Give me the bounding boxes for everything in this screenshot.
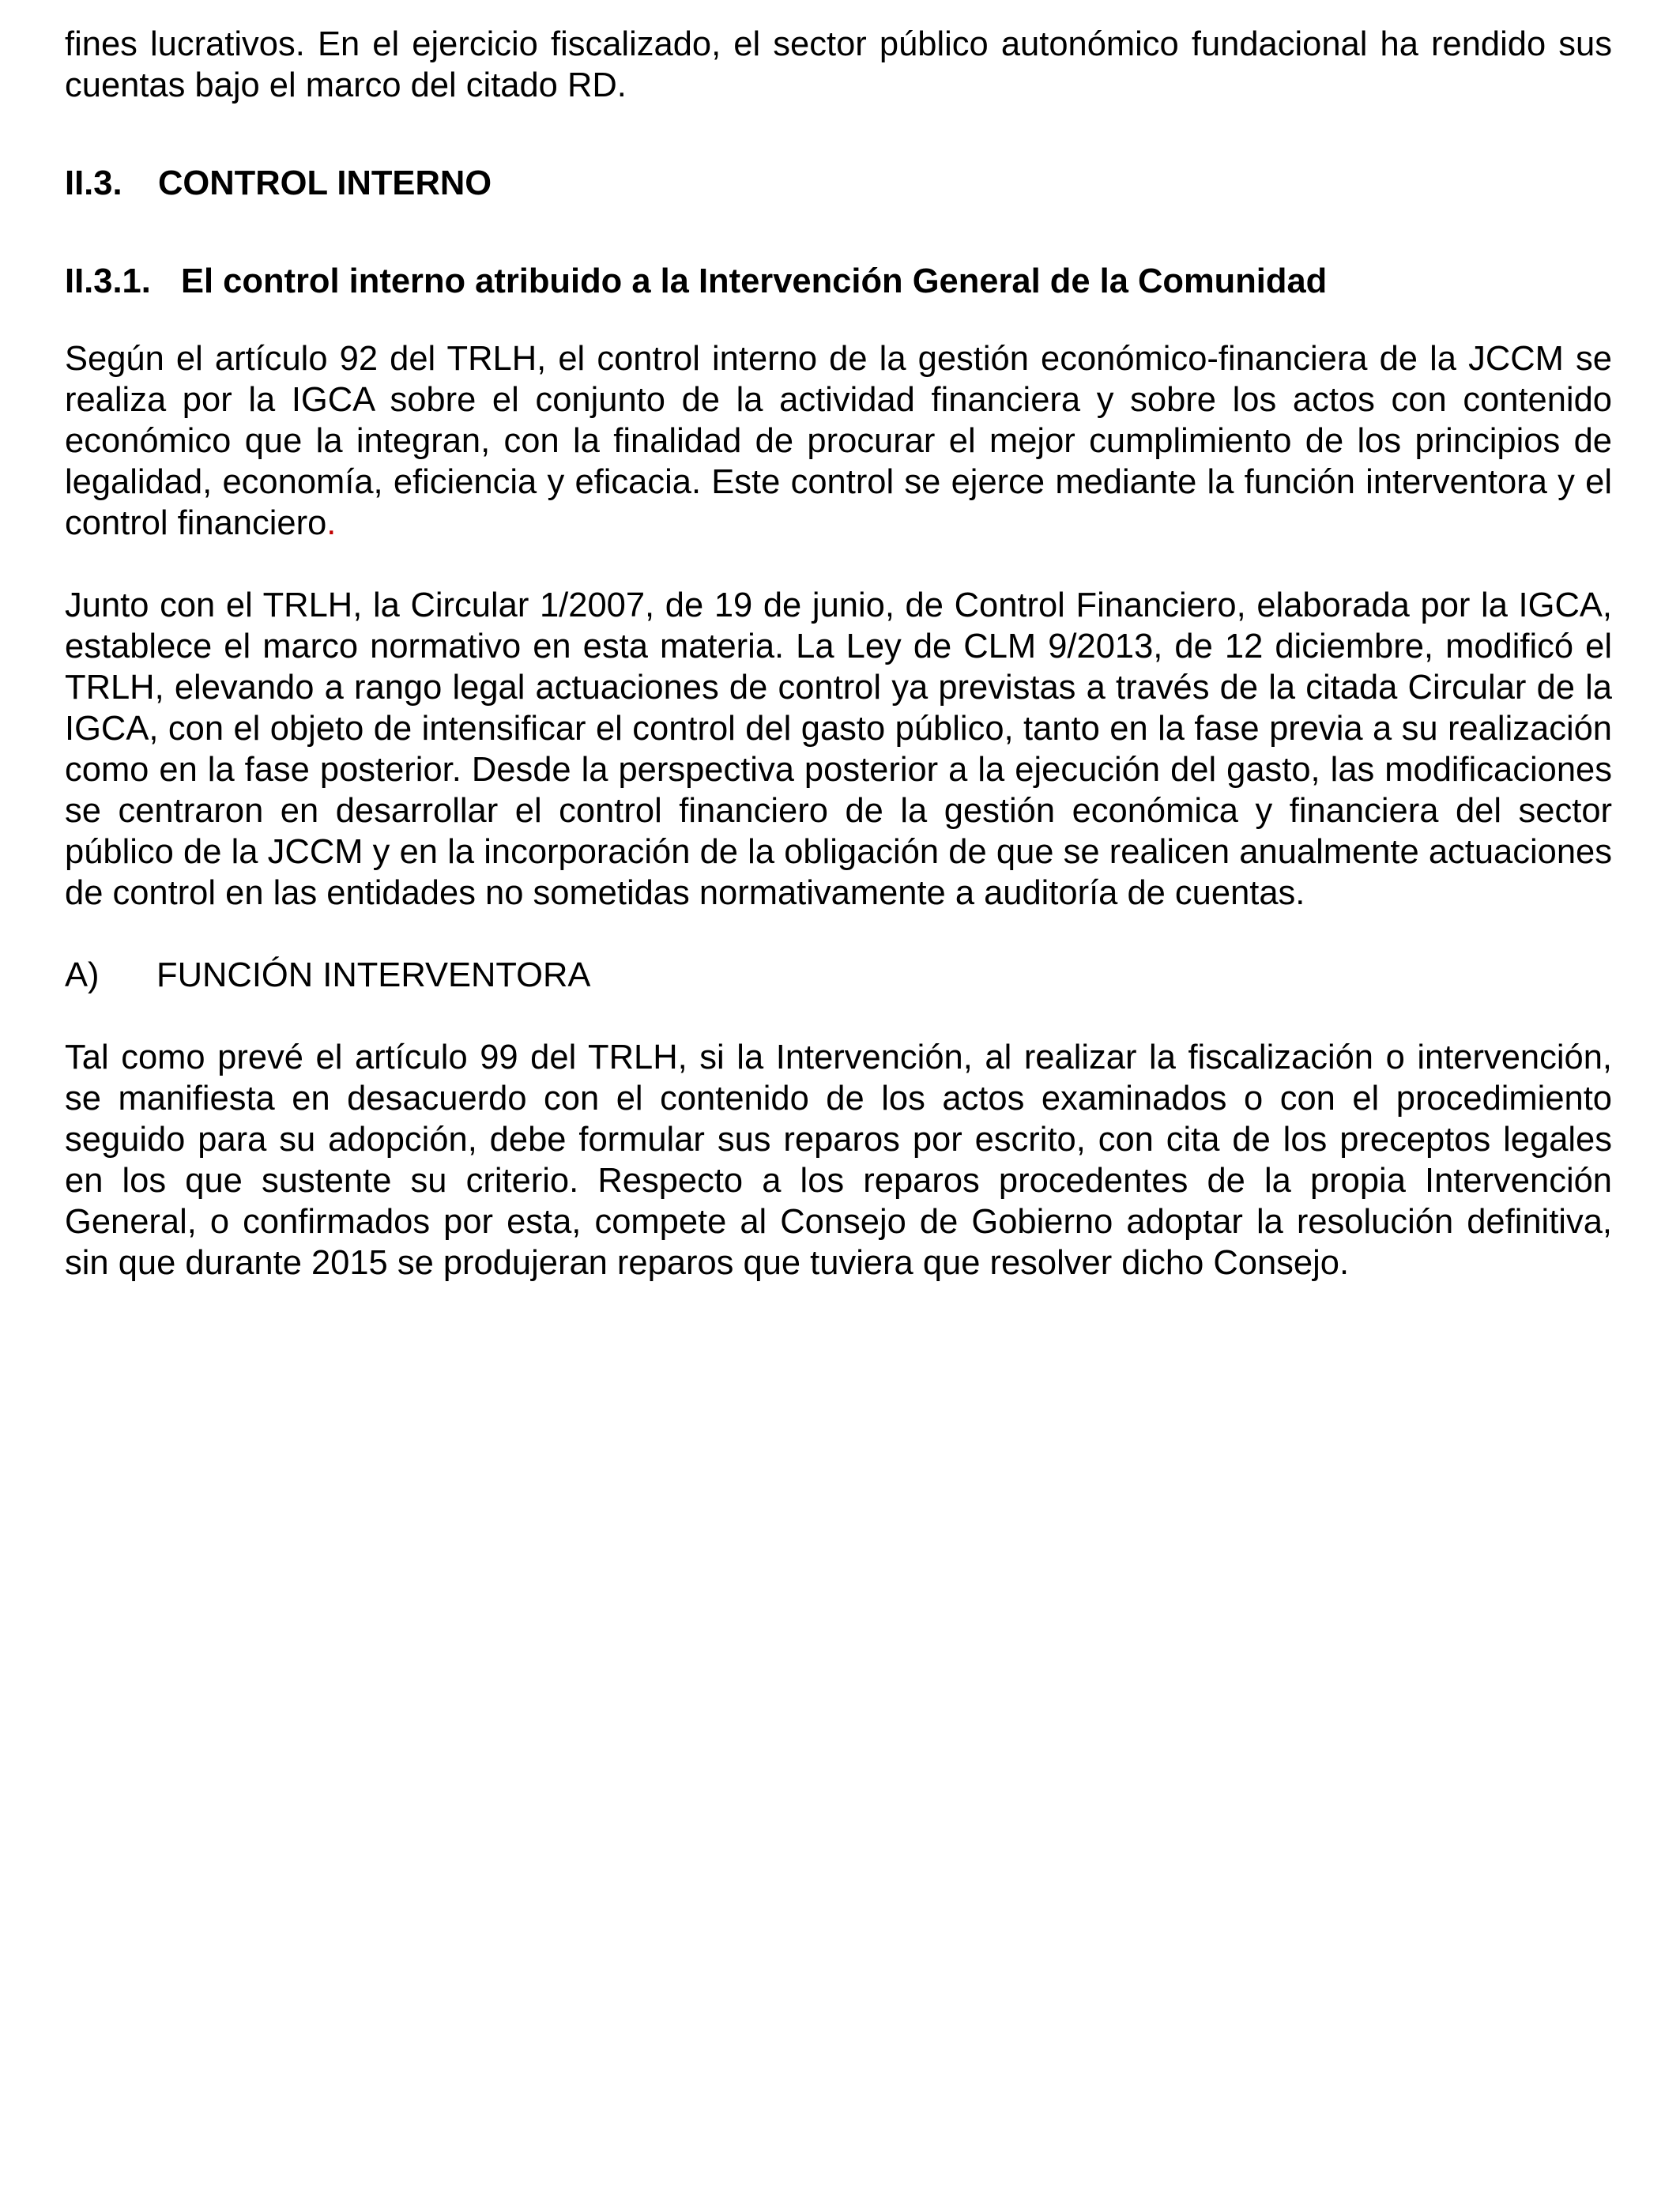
intro-paragraph: fines lucrativos. En el ejercicio fiscalizado, el sector público autonómico fundacional ha rendido sus cuentas bajo el marco del citado RD.	[65, 25, 1612, 104]
subsection-number: II.3.1.	[65, 262, 151, 300]
subheading-title: FUNCIÓN INTERVENTORA	[156, 956, 591, 994]
subheading-letter: A)	[65, 956, 100, 994]
subsection-heading	[65, 261, 1612, 302]
paragraph-end-mark: .	[326, 504, 337, 542]
paragraph-reparos: Tal como prevé el artículo 99 del TRLH, si la Intervención, al realizar la fiscalización o intervención, se manifiesta en desacuerdo con el contenido de los actos examinados o con el procedimiento seguido para su adopción, debe formular sus reparos por escrito, con cita de los preceptos legales en los que sustente su criterio. Respecto a los reparos procedentes de la propia Intervención General, o confirmados por esta, compete al Consejo de Gobierno adoptar la resolución definitiva, sin que durante 2015 se produjeran reparos que tuviera que resolver dicho Consejo.	[65, 1039, 1612, 1282]
section-heading	[65, 163, 1612, 204]
paragraph-control-interno-text: Según el artículo 92 del TRLH, el control interno de la gestión económico-financiera de la JCCM se realiza por la IGCA sobre el conjunto de la actividad financiera y sobre los actos con contenido económico que la integran, con la finalidad de procurar el mejor cumplimiento de los principios de legalidad, economía, eficiencia y eficacia. Este control se ejerce mediante la función interventora y el control financiero	[65, 340, 1612, 542]
paragraph-control-interno	[65, 338, 1612, 544]
section-number: II.3.	[65, 164, 122, 202]
paragraph-marco-normativo: Junto con el TRLH, la Circular 1/2007, de 19 de junio, de Control Financiero, elaborada por la IGCA, establece el marco normativo en esta materia. La Ley de CLM 9/2013, de 12 diciembre, modificó el TRLH, elevando a rango legal actuaciones de control ya previstas a través de la citada Circular de la IGCA, con el objeto de intensificar el control del gasto público, tanto en la fase previa a su realización como en la fase posterior. Desde la perspectiva posterior a la ejecución del gasto, las modificaciones se centraron en desarrollar el control financiero de la gestión económica y financiera del sector público de la JCCM y en la incorporación de la obligación de que se realicen anualmente actuaciones de control en las entidades no sometidas normativamente a auditoría de cuentas.	[65, 586, 1612, 912]
subheading-funcion-interventora	[65, 955, 1612, 996]
subsection-title: El control interno atribuido a la Intervención General de la Comunidad	[181, 262, 1328, 300]
section-title: CONTROL INTERNO	[158, 164, 492, 202]
document-page	[65, 24, 1612, 1284]
